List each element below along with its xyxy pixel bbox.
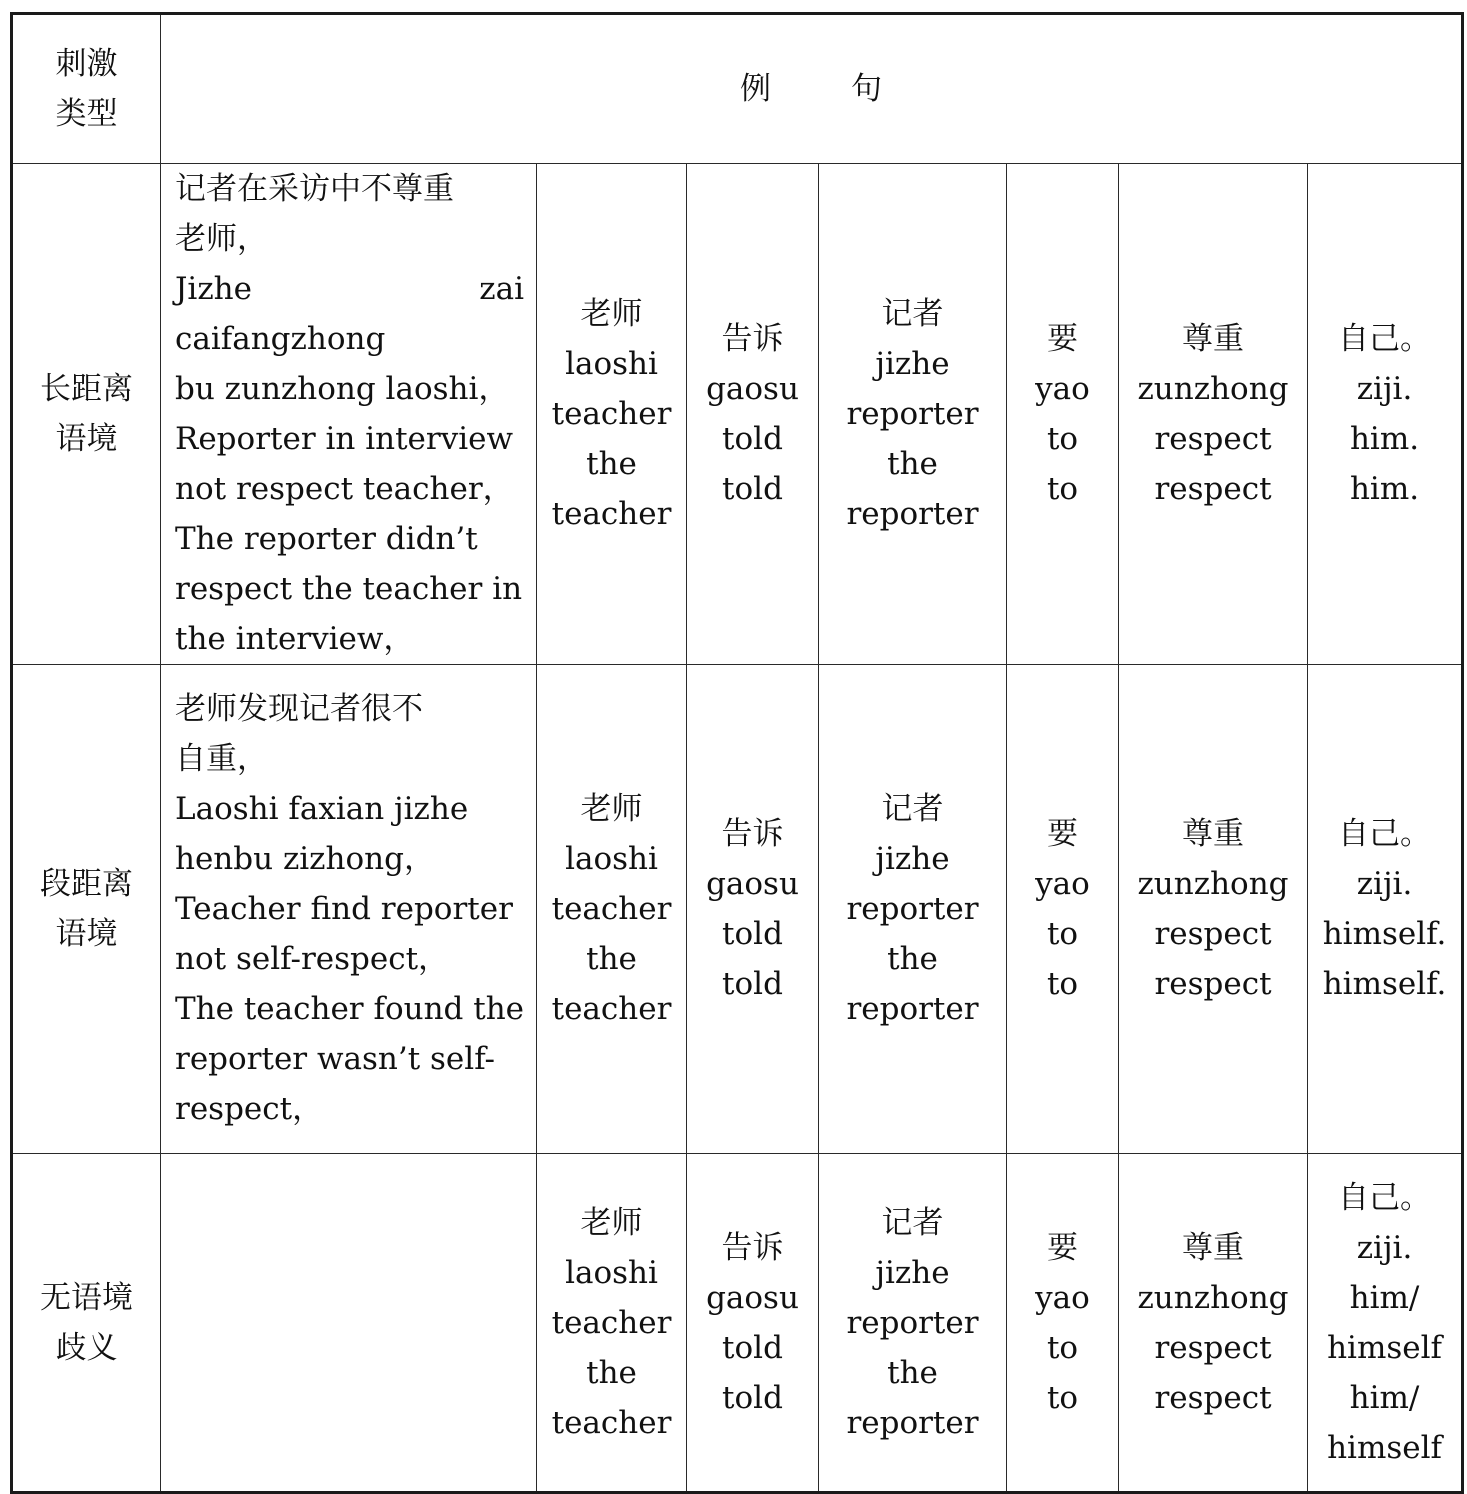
word-cell-told: 告诉 gaosu told told	[687, 665, 819, 1154]
word-cell-reporter: 记者 jizhe reporter the reporter	[819, 665, 1007, 1154]
word-cell-reporter: 记者 jizhe reporter the reporter	[819, 164, 1007, 665]
word-cell-self: 自己。 ziji. him/ himself him/ himself	[1308, 1154, 1463, 1493]
header-row	[12, 14, 1463, 164]
context-sentence-cell-empty	[161, 1154, 537, 1493]
word-cell-self: 自己。 ziji. himself. himself.	[1308, 665, 1463, 1154]
header-example-sentence	[161, 14, 1463, 164]
word-cell-reporter: 记者 jizhe reporter the reporter	[819, 1154, 1007, 1493]
table-row	[12, 665, 1463, 1154]
word-cell-respect: 尊重 zunzhong respect respect	[1119, 665, 1308, 1154]
table-row	[12, 164, 1463, 665]
stimulus-type-cell: 段距离 语境	[12, 665, 161, 1154]
stimulus-table	[10, 12, 1464, 1494]
header-type-line1: 刺激	[55, 46, 118, 82]
word-cell-respect: 尊重 zunzhong respect respect	[1119, 1154, 1308, 1493]
word-cell-self: 自己。 ziji. him. him.	[1308, 164, 1463, 665]
stimulus-type-cell: 无语境 歧义	[12, 1154, 161, 1493]
header-type-line2: 类型	[55, 96, 118, 132]
header-example-char2: 句	[851, 71, 883, 107]
word-cell-respect: 尊重 zunzhong respect respect	[1119, 164, 1308, 665]
word-cell-to: 要 yao to to	[1007, 164, 1119, 665]
word-cell-told: 告诉 gaosu told told	[687, 1154, 819, 1493]
word-cell-to: 要 yao to to	[1007, 1154, 1119, 1493]
word-cell-teacher: 老师 laoshi teacher the teacher	[537, 164, 687, 665]
word-cell-to: 要 yao to to	[1007, 665, 1119, 1154]
header-example-char1: 例	[740, 71, 772, 107]
table-row	[12, 1154, 1463, 1493]
header-stimulus-type	[12, 14, 161, 164]
word-cell-told: 告诉 gaosu told told	[687, 164, 819, 665]
word-cell-teacher: 老师 laoshi teacher the teacher	[537, 1154, 687, 1493]
word-cell-teacher: 老师 laoshi teacher the teacher	[537, 665, 687, 1154]
context-sentence-cell: 记者在采访中不尊重 老师， Jizhe zai caifangzhong bu zunzhong laoshi， Reporter in interview not respect teacher， The reporter didn’t respect the teacher in the interview，	[161, 164, 537, 665]
context-sentence-cell: 老师发现记者很不 自重， Laoshi faxian jizhe henbu zizhong， Teacher find reporter not self-respect， The teacher found the reporter wasn’t self- respect，	[161, 665, 537, 1154]
stimulus-type-cell: 长距离 语境	[12, 164, 161, 665]
